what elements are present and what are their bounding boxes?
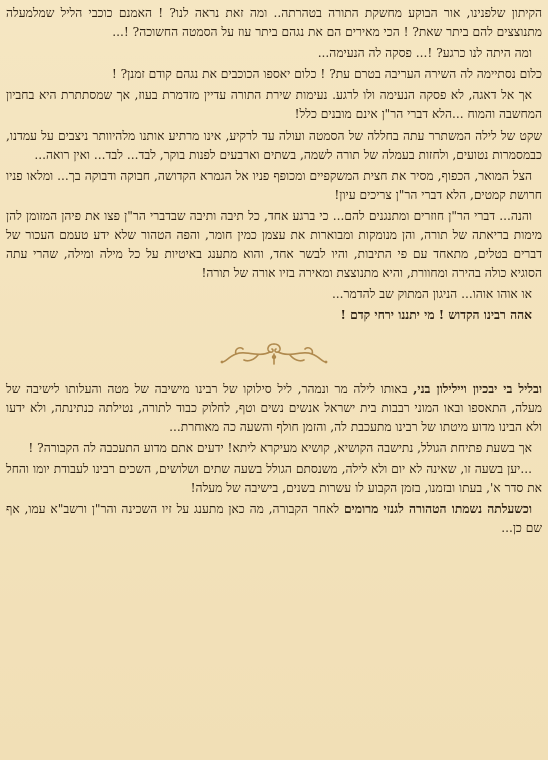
paragraph: ומה היתה לנו כרגע? !... פסקה לה הנעימה... — [317, 46, 532, 61]
paragraph — [6, 500, 542, 538]
flourish-icon — [218, 340, 330, 368]
paragraph: אך בשעת פתיחת הגולל, נתישבה הקושיא, קושיא מעיקרא ליתא! ידעים אתם מדוע התעכבה לה הקבורה? ! — [28, 440, 532, 455]
paragraph — [6, 380, 542, 437]
paragraph: והנה... דברי הר"ן חוזרים ומתנגנים להם... כי ברגע אחד, כל תיבה ותיבה שבדברי הר"ן פצו את פיהן המזומן להן מימות בריאתה של תורה, והן מנומקות ומבוארות את עצמן כמין חומר, והפה הטהור שלא ידע טעמם העכור של דברים בטלים, מתאחד עם פי התיבות, והיו לבשר אחד, והוא מתענג באיטיות על כל מילה ומילה, שהרי עתה הסוגיא כולה בהירה ומחוורת, והיא מתנוצצת ומאירה בזיו אורה של תורה! — [6, 208, 542, 281]
paragraph-text: לאחר הקבורה, מה כאן מתענג על זיו השכינה והר"ן ורשב"א עמו, אף שם כן... — [6, 502, 542, 536]
lead-phrase: וכשעלתה נשמתו הטהורה לגנזי מרומים — [343, 502, 533, 517]
paragraph: שקט של לילה המשתרר עתה בחללה של הסמטה ועולה עד לרקיע, אינו מרתיע אותנו מלהיוותר ניצבים על עמדנו, כבמסמרות נטועים, ולחזות בעמלה של תורה לשמה, בשתים וארבעים לפנות בוקר, לבד... לבד... ואין רואה... — [6, 128, 542, 162]
decorative-flourish-divider — [6, 328, 542, 380]
article-section-2 — [6, 380, 542, 539]
lead-phrase: ובליל בי יבכיון ויילילון בני, — [413, 381, 542, 396]
paragraph: הקיתון שלפנינו, אור הבוקע מחשקת התורה בטהרתה.. ומה זאת נראה לנו? ! האמנם כוכבי הליל שמלמעלה מתנוצצים להם ביתר שאת? ! הכי מאירים הם את נגהם ביתר עוז על הסמטה החשוכה? !... — [6, 6, 542, 40]
paragraph: הצל המואר, הכפוף, מסיר את חצית המשקפיים ומכופף פניו אל הגמרא הקדושה, חבוקה ודבוקה בך... ומלאו פניו חרושת קמטים, הלא דברי הר"ן צריכים עיון! — [6, 168, 542, 202]
closing-line: או אוהו אוהו... הניגון המתוק שב להדמר... — [331, 287, 532, 302]
paragraph: אך אל דאגה, לא פסקה הנעימה ולו לרגע. נעימות שירת התורה עדיין מזדמרת בעוז, אך שמסתתרת היא בחביון המחשבה והמוח ...הלא דברי הר"ן אינם מובנים כלל! — [6, 88, 542, 122]
paragraph: כלום נסתיימה לה השירה העריבה בטרם עת? ! כלום יאספו הכוכבים את נגהם קודם זמנן? ! — [111, 67, 542, 82]
signature-line: אהה רבינו הקדוש ! מי יתננו ירחי קדם ! — [340, 308, 532, 323]
article-section-1 — [6, 4, 542, 326]
paragraph-text: באותו לילה מר ונמהר, ליל סילוקו של רבינו מישיבה של מטה והעלותו לישיבה של מעלה, התאספו ובאו המוני רבבות בית ישראל אנשים נשים וטף, לחלוק כבוד לתורה, נטילתה כנתינתה, ולא ידעו ולא הבינו מדוע מיטתו של רבינו מתעכבת לה, והזמן חולף והשעה כה מאוחרת... — [6, 381, 542, 434]
paragraph: ...יען בשעה זו, שאינה לא יום ולא לילה, משנסתם הגולל בשעה שתים ושלושים, השכים רבינו לעבודת יומו והחל את סדר א', בעתו ובזמנו, בזמן הקבוע לו עשרות בשנים, בישיבה של מעלה! — [6, 461, 542, 495]
